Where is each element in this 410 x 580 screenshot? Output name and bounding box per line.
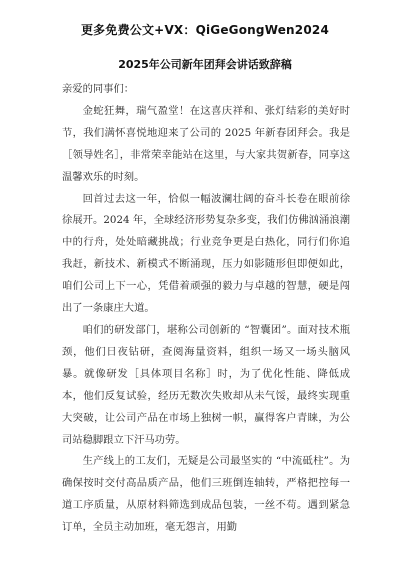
body-paragraph-4: 生产线上的工友们，无疑是公司最坚实的 “中流砥柱”。为确保按时交付高品质产品，他们三班倒连轴转，严格把控每一道工序质量，从原材料筛选到成品包装，一丝不苟。遇到紧急订单，全员主动加班，毫无怨言，用勤 — [62, 455, 350, 534]
body-paragraph-3: 咱们的研发部门，堪称公司创新的 “智囊团”。面对技术瓶颈，他们日夜钻研，查阅海量资料，组织一场又一场头脑风暴。就像研发［具体项目名称］时，为了优化性能、降低成本，他们反复试验，经历无数次失败却从未气馁，最终实现重大突破，让公司产品在市场上独树一帜，赢得客户青睐，为公司站稳脚跟立下汗马功劳。 — [62, 323, 350, 446]
watermark-header: 更多免费公文+VX：QiGeGongWen2024 — [80, 23, 329, 37]
document-title: 2025年公司新年团拜会讲话致辞稿 — [118, 58, 292, 71]
greeting-line: 亲爱的同事们： — [62, 83, 135, 95]
body-paragraph-1: 金蛇狂舞，瑞气盈堂！在这喜庆祥和、张灯结彩的美好时节，我们满怀喜悦地迎来了公司的 2025 年新春团拜会。我是［领导姓名］，非常荣幸能站在这里，与大家共贺新春，同享这温馨欢乐的时刻。 — [62, 104, 350, 183]
body-paragraph-2: 回首过去这一年，恰似一幅波澜壮阔的奋斗长卷在眼前徐徐展开。2024 年，全球经济形势复杂多变，我们仿佛汹涌浪潮中的行舟，处处暗藏挑战；行业竞争更是白热化，同行们你追我赶，新技术、新模式不断涌现，压力如影随形但即便如此，咱们公司上下一心，凭借着顽强的毅力与卓越的智慧，硬是闯出了一条康庄大道。 — [62, 192, 350, 315]
document-body — [62, 79, 350, 539]
